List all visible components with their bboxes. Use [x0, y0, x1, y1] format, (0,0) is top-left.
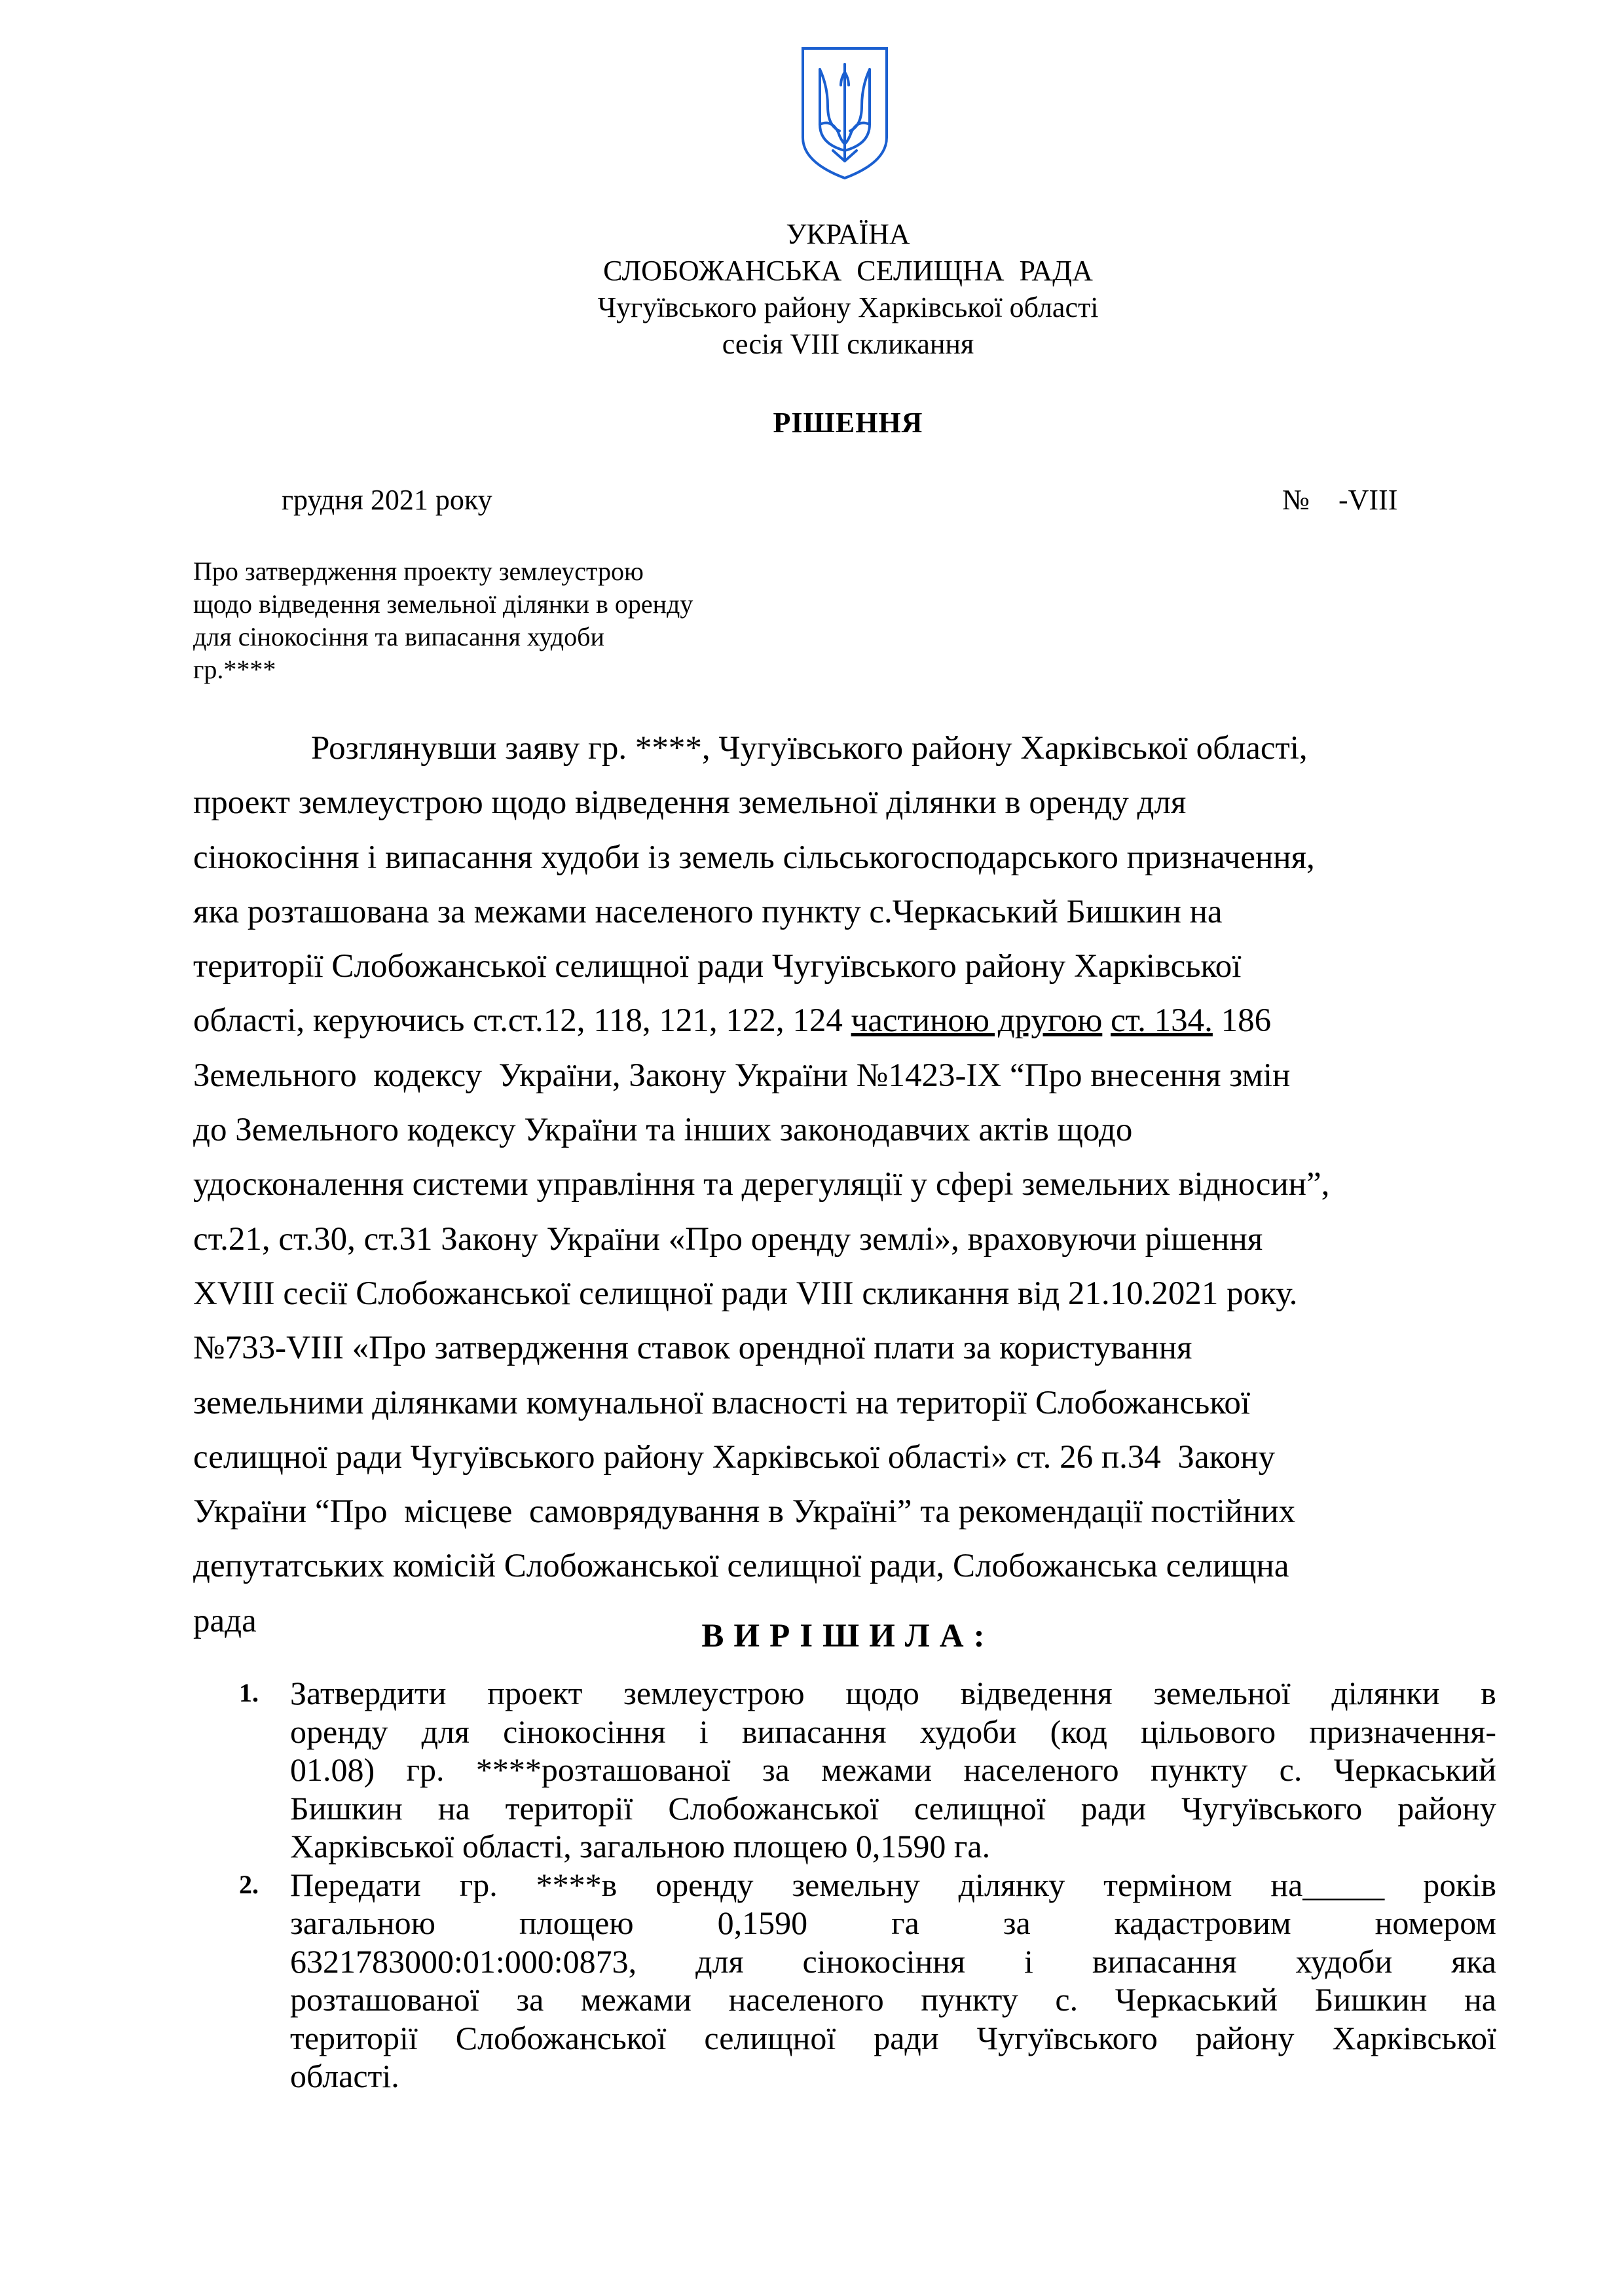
decision-word: території: [505, 1789, 633, 1827]
decision-word: межами: [821, 1751, 932, 1788]
session-name: сесія VIII скликання: [722, 328, 974, 360]
decision-word: земельну: [792, 1866, 920, 1903]
preamble-line: [193, 994, 1457, 1048]
decision-word: гр.: [406, 1751, 445, 1788]
decision-word: загальною: [290, 1904, 435, 1941]
decision-item-line: [290, 1904, 1496, 1942]
decision-word: землеустрою: [623, 1675, 805, 1711]
decision-word: ради: [1080, 1789, 1147, 1827]
decision-word: ділянки: [1331, 1675, 1440, 1711]
district-name: Чугуївського району Харківської області: [597, 291, 1099, 323]
decision-word: 0,1590: [717, 1904, 808, 1941]
decision-item-line: [290, 1674, 1496, 1713]
preamble-text: 186: [1212, 1002, 1272, 1040]
decision-word: за: [1003, 1904, 1031, 1941]
decision-word: ****в: [536, 1866, 618, 1903]
decision-word: гр.: [459, 1866, 498, 1903]
decision-item: [239, 1866, 1496, 2096]
decision-word: с.: [1279, 1751, 1302, 1788]
decision-item-line: [290, 1713, 1496, 1751]
decision-word: населеного: [963, 1751, 1119, 1788]
decision-word: для: [421, 1713, 470, 1750]
trident-coat-of-arms-icon: [800, 46, 889, 181]
decision-word: Черкаський: [1333, 1751, 1496, 1788]
preamble-line: території Слобожанської селищної ради Чугуївського району Харківської: [193, 948, 1242, 985]
decision-word: Слобожанської: [455, 2019, 667, 2056]
decision-word: відведення: [960, 1675, 1113, 1711]
preamble-line: депутатських комісій Слобожанської селищної ради, Слобожанська селищна: [193, 1548, 1289, 1585]
decision-item-line: [290, 1827, 1496, 1866]
preamble-line: до Земельного кодексу України та інших законодавчих актів щодо: [193, 1112, 1133, 1149]
decision-date: грудня 2021 року: [282, 484, 492, 516]
decision-word: Черкаський: [1115, 1981, 1278, 2018]
decision-word: випасання: [1092, 1942, 1237, 1980]
decision-word: в: [1481, 1675, 1496, 1711]
decision-word: Бишкин: [290, 1789, 403, 1827]
country-name: УКРАЇНА: [786, 218, 910, 250]
decision-word: пункту: [921, 1981, 1018, 2018]
decision-item-line: [290, 1789, 1496, 1828]
decision-word: с.: [1055, 1981, 1079, 2018]
decision-word: Передати: [290, 1866, 421, 1903]
underlined-reference: ст. 134.: [1111, 1002, 1213, 1040]
decision-word: Затвердити: [290, 1675, 447, 1711]
decision-item-line: [290, 2019, 1496, 2058]
decision-word: за: [516, 1981, 544, 2018]
preamble-line: сінокосіння і випасання худоби із земель сільськогосподарського призначення,: [193, 839, 1315, 876]
decision-word: призначення-: [1309, 1713, 1496, 1750]
decision-item-line: [290, 1751, 1496, 1789]
preamble-line: Розглянувши заяву гр. ****, Чугуївського району Харківської області,: [311, 730, 1308, 767]
decision-word: га: [891, 1904, 919, 1941]
decision-word: земельної: [1153, 1675, 1291, 1711]
decision-text: Харківської області, загальною площею 0,1590 га.: [290, 1828, 991, 1865]
preamble-text: [1102, 1002, 1111, 1039]
decision-word: площею: [519, 1904, 634, 1941]
subject-line: щодо відведення земельної ділянки в оренду: [193, 589, 693, 619]
preamble-paragraph: [193, 721, 1457, 1649]
decision-word: випасання: [741, 1713, 887, 1750]
decision-item-line: [290, 1980, 1496, 2019]
decision-number: № -VIII: [1282, 484, 1398, 516]
preamble-line: земельними ділянками комунальної власності на території Слобожанської: [193, 1384, 1251, 1421]
decision-title: РІШЕННЯ: [773, 407, 923, 439]
decision-word: 6321783000:01:000:0873,: [290, 1942, 637, 1980]
preamble-line: Земельного кодексу України, Закону України №1423-IX “Про внесення змін: [193, 1057, 1291, 1094]
decision-word: на: [437, 1789, 470, 1827]
preamble-line: №733-VIII «Про затвердження ставок орендної плати за користування: [193, 1330, 1192, 1367]
decision-word: цільового: [1141, 1713, 1276, 1750]
decision-word: кадастровим: [1114, 1904, 1291, 1941]
decision-word: худоби: [1295, 1942, 1393, 1980]
decision-word: 01.08): [290, 1751, 375, 1788]
preamble-line: яка розташована за межами населеного пункту с.Черкаський Бишкин на: [193, 893, 1223, 930]
decision-word: оренду: [655, 1866, 754, 1903]
decision-word: щодо: [845, 1675, 919, 1711]
council-name: СЛОБОЖАНСЬКА СЕЛИЩНА РАДА: [603, 255, 1093, 287]
decision-item-line: [290, 1942, 1496, 1981]
decision-word: на_____: [1270, 1866, 1385, 1903]
preamble-line: XVIII сесії Слобожанської селищної ради VIII скликання від 21.10.2021 року.: [193, 1275, 1298, 1312]
decision-word: Чугуївського: [976, 2019, 1158, 2056]
decision-word: ****розташованої: [475, 1751, 731, 1788]
decision-word: яка: [1451, 1942, 1496, 1980]
decision-text: області.: [290, 2058, 399, 2094]
decision-item-line: [290, 1866, 1496, 1904]
preamble-text: області, керуючись ст.ст.12, 118, 121, 122, 124: [193, 1002, 851, 1040]
decision-word: населеного: [728, 1981, 884, 2018]
resolved-heading: ВИРІШИЛА:: [701, 1618, 995, 1654]
preamble-line: удосконалення системи управління та дерегуляції у сфері земельних відносин”,: [193, 1166, 1330, 1203]
decision-word: селищної: [704, 2019, 836, 2056]
decision-subject: [193, 555, 693, 686]
preamble-line: рада: [193, 1602, 257, 1639]
decision-word: на: [1464, 1981, 1496, 2018]
decision-word: за: [762, 1751, 790, 1788]
decision-word: території: [290, 2019, 418, 2056]
decision-item-number: 2.: [239, 1869, 259, 1899]
decision-word: селищної: [913, 1789, 1046, 1827]
subject-line: для сінокосіння та випасання худоби: [193, 622, 604, 651]
preamble-line: України “Про місцеве самоврядування в Україні” та рекомендації постійних: [193, 1493, 1296, 1531]
subject-line: Про затвердження проекту землеустрою: [193, 556, 644, 586]
preamble-line: селищної ради Чугуївського району Харківської області» ст. 26 п.34 Закону: [193, 1438, 1276, 1476]
decision-item-number: 1.: [239, 1678, 259, 1707]
decision-item: [239, 1674, 1496, 1866]
decision-word: номером: [1375, 1904, 1496, 1941]
decision-word: оренду: [290, 1713, 388, 1750]
decision-word: пункту: [1150, 1751, 1248, 1788]
decision-word: проект: [487, 1675, 583, 1711]
decision-word: худоби: [919, 1713, 1017, 1750]
decision-word: ради: [874, 2019, 939, 2056]
decision-word: межами: [580, 1981, 692, 2018]
decision-word: району: [1195, 2019, 1295, 2056]
decision-word: (код: [1050, 1713, 1107, 1750]
underlined-reference: частиною другою: [851, 1002, 1103, 1040]
decision-word: ділянку: [958, 1866, 1065, 1903]
decision-word: Бишкин: [1314, 1981, 1428, 2018]
decision-word: років: [1423, 1866, 1496, 1903]
decision-word: району: [1397, 1789, 1496, 1827]
decision-word: Харківської: [1332, 2019, 1496, 2056]
decision-word: Слобожанської: [668, 1789, 879, 1827]
preamble-line: ст.21, ст.30, ст.31 Закону України «Про оренду землі», враховуючи рішення: [193, 1220, 1263, 1258]
header-block: [0, 216, 1624, 363]
preamble-line: проект землеустрою щодо відведення земельної ділянки в оренду для: [193, 784, 1187, 822]
decision-word: і: [699, 1713, 709, 1750]
decision-word: і: [1024, 1942, 1033, 1980]
subject-line: гр.****: [193, 655, 276, 684]
decision-list: [239, 1674, 1496, 2096]
decision-word: для: [695, 1942, 744, 1980]
decision-word: сінокосіння: [503, 1713, 666, 1750]
decision-item-line: [290, 2057, 1496, 2096]
decision-word: сінокосіння: [802, 1942, 965, 1980]
decision-word: терміном: [1103, 1866, 1232, 1903]
decision-word: Чугуївського: [1181, 1789, 1363, 1827]
decision-word: розташованої: [290, 1981, 479, 2018]
